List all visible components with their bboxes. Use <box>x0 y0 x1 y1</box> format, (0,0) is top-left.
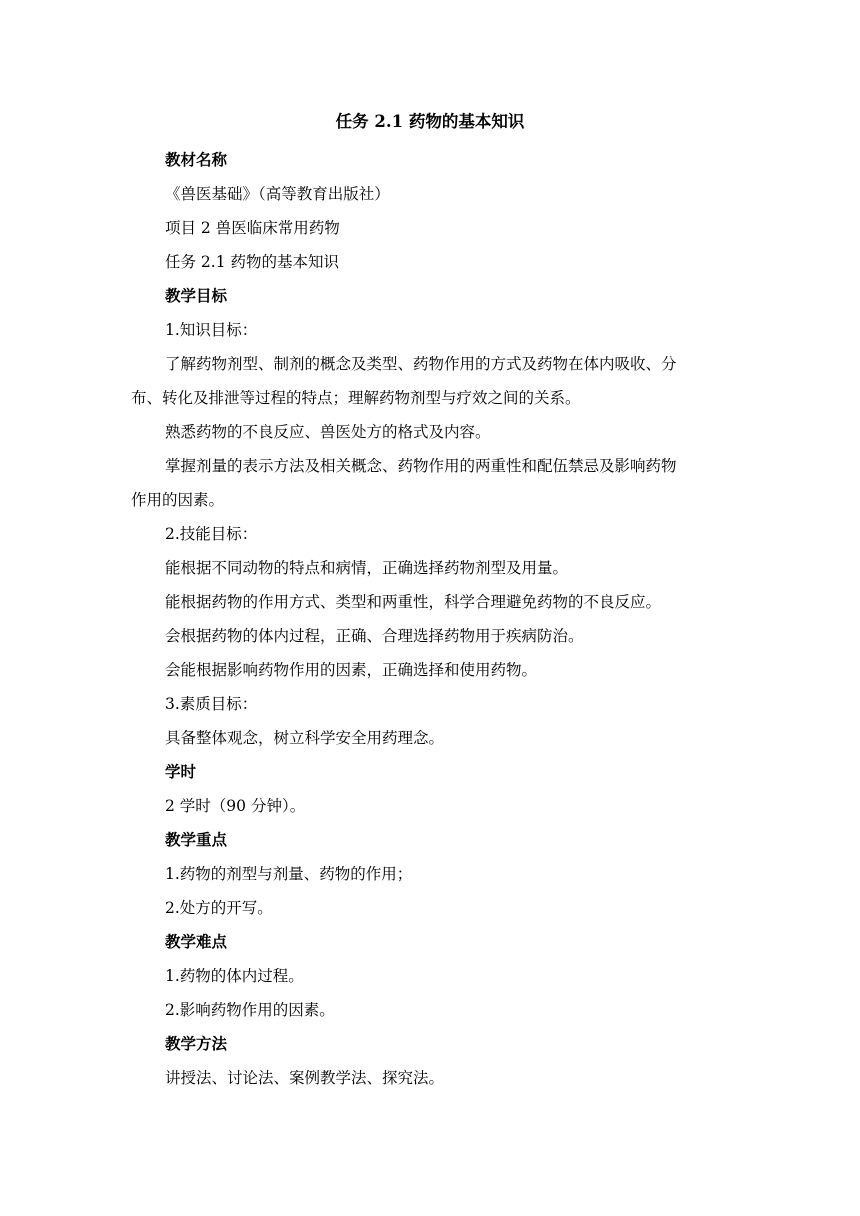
section-heading-methods: 教学方法 <box>165 1035 228 1053</box>
quality-objective-label: 3.素质目标： <box>165 695 258 713</box>
document-body <box>131 143 745 1095</box>
paragraph-line: 掌握剂量的表示方法及相关概念、药物作用的两重性和配伍禁忌及影响药物 <box>165 457 677 475</box>
difficulty-line: 1.药物的体内过程。 <box>165 967 304 985</box>
section-heading-objectives: 教学目标 <box>165 287 228 305</box>
skill-objective-label: 2.技能目标： <box>165 525 258 543</box>
document-title: 任务 2.1 药物的基本知识 <box>335 112 525 131</box>
key-point-line: 2.处方的开写。 <box>165 899 273 917</box>
methods-line: 讲授法、讨论法、案例教学法、探究法。 <box>165 1069 445 1087</box>
key-point-line: 1.药物的剂型与剂量、药物的作用； <box>165 865 413 883</box>
quality-line: 具备整体观念，树立科学安全用药理念。 <box>165 729 445 747</box>
skill-line: 会能根据影响药物作用的因素，正确选择和使用药物。 <box>165 661 538 679</box>
textbook-line: 《兽医基础》（高等教育出版社） <box>165 185 390 203</box>
section-heading-difficulties: 教学难点 <box>165 933 228 951</box>
section-heading-textbook: 教材名称 <box>165 151 228 169</box>
section-heading-hours: 学时 <box>165 763 197 781</box>
skill-line: 能根据不同动物的特点和病情，正确选择药物剂型及用量。 <box>165 559 569 577</box>
difficulty-line: 2.影响药物作用的因素。 <box>165 1001 335 1019</box>
paragraph-line: 布、转化及排泄等过程的特点；理解药物剂型与疗效之间的关系。 <box>131 389 581 407</box>
knowledge-paragraph-3 <box>131 449 745 517</box>
hours-line: 2 学时（90 分钟）。 <box>165 797 306 815</box>
textbook-line: 任务 2.1 药物的基本知识 <box>165 253 340 271</box>
knowledge-paragraph-2: 熟悉药物的不良反应、兽医处方的格式及内容。 <box>165 423 491 441</box>
section-heading-key-points: 教学重点 <box>165 831 228 849</box>
paragraph-line: 作用的因素。 <box>131 491 225 509</box>
paragraph-line: 了解药物剂型、制剂的概念及类型、药物作用的方式及药物在体内吸收、分 <box>165 355 677 373</box>
knowledge-paragraph-1 <box>131 347 745 415</box>
skill-line: 会根据药物的体内过程，正确、合理选择药物用于疾病防治。 <box>165 627 584 645</box>
knowledge-objective-label: 1.知识目标： <box>165 321 258 339</box>
skill-line: 能根据药物的作用方式、类型和两重性，科学合理避免药物的不良反应。 <box>165 593 662 611</box>
textbook-line: 项目 2 兽医临床常用药物 <box>165 219 340 237</box>
